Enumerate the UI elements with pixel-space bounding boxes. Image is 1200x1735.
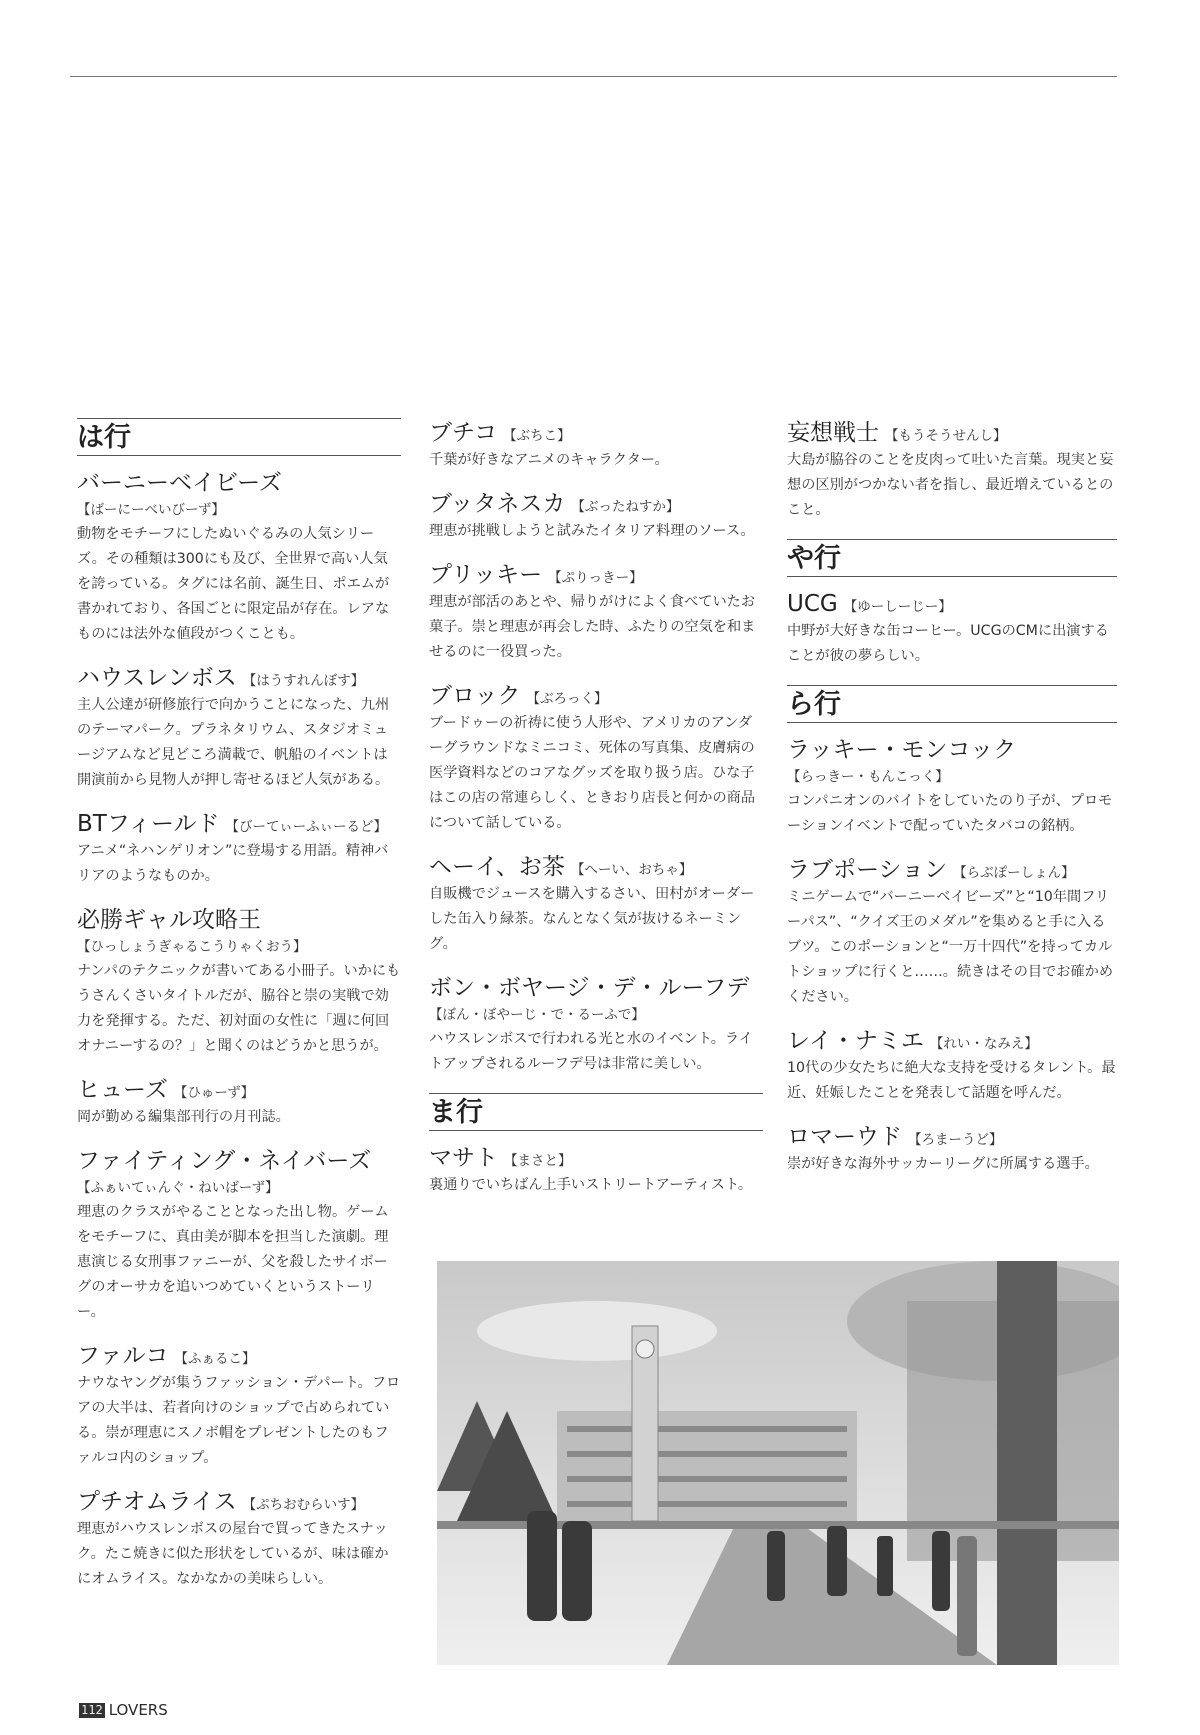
glossary-entry	[429, 1143, 763, 1198]
glossary-entry	[77, 1341, 401, 1471]
entry-title: ボン・ボヤージ・デ・ルーフデ	[429, 975, 750, 1001]
glossary-entry	[787, 589, 1117, 669]
glossary-entry	[77, 1487, 401, 1592]
entry-reading: 【びーてぃーふぃーるど】	[225, 819, 387, 835]
glossary-entry	[77, 663, 401, 793]
glossary-entry	[77, 809, 401, 889]
entry-title: ラッキー・モンコック	[787, 737, 1017, 763]
entry-title: プチオムライス	[77, 1489, 237, 1515]
glossary-entry	[77, 1075, 401, 1130]
entry-description: 大島が脇谷のことを皮肉って吐いた言葉。現実と妄想の区別がつかない者を指し、最近増えているとのこと。	[787, 452, 1114, 518]
entry-reading: 【れい・なみえ】	[929, 1036, 1038, 1052]
entry-description: アニメ“ネハンゲリオン”に登場する用語。精神バリアのようなものか。	[77, 843, 389, 884]
glossary-entry	[787, 855, 1117, 1010]
entry-reading: 【らっきー・もんこっく】	[787, 769, 949, 785]
entry-reading: 【まさと】	[504, 1153, 572, 1169]
entry-description: 理恵が部活のあとや、帰りがけによく食べていたお菓子。崇と理恵が再会した時、ふたりの空気を和ませるのに一役買った。	[429, 594, 756, 660]
entry-description: ミニゲームで“バーニーベイビーズ”と“10年間フリーパス”、“クイズ王のメダル”を集めると手に入るブツ。このポーションと“一万十四代”を持ってカルトショップに行くと……。続きはその目でお確かめください。	[787, 889, 1114, 1005]
section-heading-label: ま行	[429, 1097, 483, 1128]
entry-title: ヒューズ	[77, 1077, 168, 1103]
entry-reading: 【ひゅーず】	[173, 1085, 255, 1101]
entry-reading: 【ぶろっく】	[526, 691, 608, 707]
entry-title: ファルコ	[77, 1343, 169, 1369]
entry-reading: 【ぼん・ぼやーじ・で・るーふで】	[429, 1007, 645, 1023]
entry-reading: 【ぶちこ】	[503, 428, 571, 444]
entry-description: 千葉が好きなアニメのキャラクター。	[429, 452, 669, 468]
entry-reading: 【ふぁるこ】	[174, 1351, 256, 1367]
section-heading-label: や行	[787, 543, 841, 574]
entry-title: ヘーイ、お茶	[429, 854, 565, 880]
entry-reading: 【ぶったねすか】	[571, 499, 680, 515]
entry-description: 理恵のクラスがやることとなった出し物。ゲームをモチーフに、真由美が脚本を担当した演劇。理恵演じる女刑事ファニーが、父を殺したサイボーグのオーサカを追いつめていくというストーリー。	[77, 1204, 389, 1320]
entry-description: 10代の少女たちに絶大な支持を受けるタレント。最近、妊娠したことを発表して話題を呼んだ。	[787, 1060, 1116, 1101]
entry-title: 妄想戦士	[787, 420, 879, 446]
glossary-entry	[787, 1026, 1117, 1106]
entry-description: 崇が好きな海外サッカーリーグに所属する選手。	[787, 1156, 1099, 1172]
entry-title: ブッタネスカ	[429, 491, 566, 517]
entry-title: レイ・ナミエ	[787, 1028, 924, 1054]
glossary-entry	[429, 681, 763, 836]
entry-title: マサト	[429, 1145, 498, 1171]
entry-title: ファイティング・ネイバーズ	[77, 1148, 372, 1174]
glossary-entry	[429, 418, 763, 473]
entry-reading: 【ふぁいてぃんぐ・ねいばーず】	[77, 1180, 279, 1196]
entry-description: 主人公達が研修旅行で向かうことになった、九州のテーマパーク。プラネタリウム、スタジオミュージアムなど見どころ満載で、帆船のイベントは開演前から見物人が押し寄せるほど人気がある。	[77, 697, 390, 788]
entry-reading: 【ばーにーべいびーず】	[77, 502, 225, 518]
glossary-entry	[787, 1122, 1117, 1177]
entry-reading: 【ぷちおむらいす】	[242, 1497, 365, 1513]
entry-description: 動物をモチーフにしたぬいぐるみの人気シリーズ。その種類は300にも及び、全世界で高い人気を誇っている。タグには名前、誕生日、ポエムが書かれており、各国ごとに限定品が存在。レアなものには法外な値段がつくことも。	[77, 526, 390, 642]
section-heading-label: は行	[77, 422, 131, 453]
entry-description: ブードゥーの祈祷に使う人形や、アメリカのアンダーグラウンドなミニコミ、死体の写真集、皮膚病の医学資料などのコアなグッズを取り扱う店。ひな子はこの店の常連らしく、ときおり店長と何かの商品について話している。	[429, 715, 756, 831]
glossary-column-2	[429, 418, 763, 1214]
glossary-entry	[429, 852, 763, 957]
glossary-entry	[787, 735, 1117, 839]
book-title: LOVERS	[108, 1701, 168, 1719]
glossary-entry	[77, 468, 401, 647]
top-rule	[70, 76, 1117, 77]
entry-title: 必勝ギャル攻略王	[77, 907, 261, 933]
entry-reading: 【ぷりっきー】	[548, 570, 643, 586]
entry-title: ロマーウド	[787, 1124, 902, 1150]
entry-description: 理恵がハウスレンボスの屋台で買ってきたスナック。たこ焼きに似た形状をしているが、味は確かにオムライス。なかなかの美味らしい。	[77, 1521, 389, 1587]
entry-title: ハウスレンボス	[77, 665, 237, 691]
section-heading	[429, 1093, 763, 1131]
entry-description: ハウスレンボスで行われる光と水のイベント。ライトアップされるルーフデ号は非常に美しい。	[429, 1031, 753, 1072]
entry-description: 岡が勤める編集部刊行の月刊誌。	[77, 1109, 290, 1125]
glossary-entry	[429, 560, 763, 665]
entry-description: 自販機でジュースを購入するさい、田村がオーダーした缶入り緑茶。なんとなく気が抜けるネーミング。	[429, 886, 755, 952]
glossary-entry	[787, 418, 1117, 523]
entry-reading: 【ひっしょうぎゃるこうりゃくおう】	[77, 939, 307, 955]
entry-title: ブチコ	[429, 420, 498, 446]
entry-description: ナンパのテクニックが書いてある小冊子。いかにもうさんくさいタイトルだが、脇谷と崇の実戦で効力を発揮する。ただ、初対面の女性に「週に何回オナニーするの？」と聞くのはどうかと思うが。	[77, 963, 401, 1054]
entry-reading: 【ろまーうど】	[908, 1132, 1003, 1148]
entry-reading: 【へーい、おちゃ】	[570, 862, 693, 878]
entry-description: コンパニオンのバイトをしていたのり子が、プロモーションイベントで配っていたタバコの銘柄。	[787, 793, 1113, 834]
section-heading-label: ら行	[787, 689, 841, 720]
entry-title: BTフィールド	[77, 811, 220, 837]
page-number: 112	[81, 1702, 103, 1717]
section-heading	[787, 539, 1117, 577]
entry-title: ブロック	[429, 683, 521, 709]
glossary-column-1	[77, 418, 401, 1608]
entry-reading: 【ゆーしーじー】	[843, 599, 952, 615]
section-heading	[77, 418, 401, 456]
entry-title: バーニーベイビーズ	[77, 470, 282, 496]
entry-description: 理恵が挑戦しようと試みたイタリア料理のソース。	[429, 523, 755, 539]
school-courtyard-illustration	[437, 1261, 1119, 1665]
glossary-entry	[77, 905, 401, 1059]
entry-reading: 【はうすれんぼす】	[242, 673, 365, 689]
section-heading	[787, 685, 1117, 723]
glossary-column-3	[787, 418, 1117, 1193]
entry-reading: 【らぶぽーしょん】	[953, 865, 1075, 881]
glossary-entry	[77, 1146, 401, 1325]
entry-reading: 【もうそうせんし】	[885, 428, 1007, 444]
glossary-entry	[429, 489, 763, 544]
entry-title: ラブポーション	[787, 857, 948, 883]
entry-title: プリッキー	[429, 562, 543, 588]
glossary-entry	[429, 973, 763, 1077]
entry-description: 裏通りでいちばん上手いストリートアーティスト。	[429, 1177, 753, 1193]
page-footer	[79, 1701, 168, 1719]
entry-description: 中野が大好きな缶コーヒー。UCGのCMに出演することが彼の夢らしい。	[787, 623, 1109, 664]
entry-title: UCG	[787, 591, 838, 617]
entry-description: ナウなヤングが集うファッション・デパート。フロアの大半は、若者向けのショップで占められている。崇が理恵にスノボ帽をプレゼントしたのもファルコ内のショップ。	[77, 1375, 401, 1466]
